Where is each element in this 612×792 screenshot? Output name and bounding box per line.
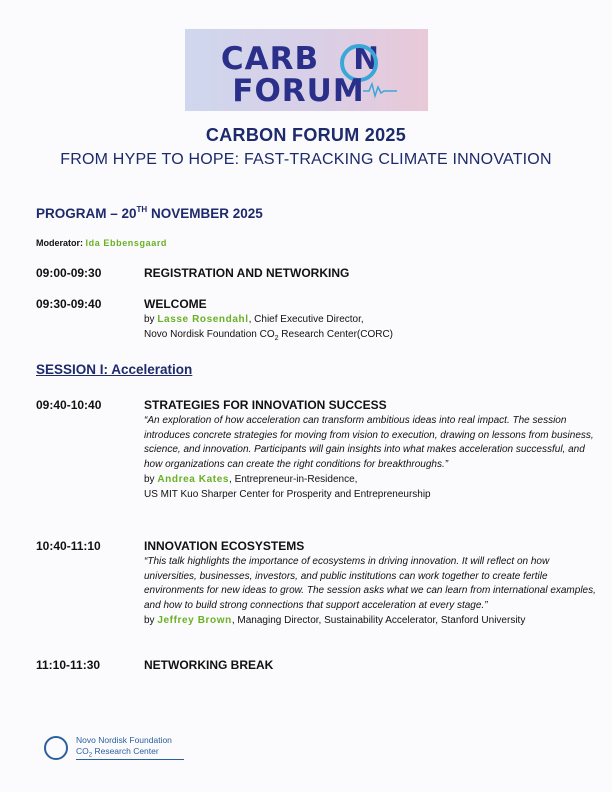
moderator-label: Moderator: bbox=[36, 238, 86, 248]
agenda-speaker-line: by Lasse Rosendahl, Chief Executive Director, bbox=[144, 314, 364, 325]
agenda-time: 10:40-11:10 bbox=[36, 539, 101, 553]
agenda-time: 11:10-11:30 bbox=[36, 658, 101, 672]
agenda-title: REGISTRATION AND NETWORKING bbox=[144, 266, 350, 280]
novo-nordisk-foundation-logo bbox=[44, 734, 194, 764]
agenda-title: STRATEGIES FOR INNOVATION SUCCESS bbox=[144, 398, 387, 412]
agenda-title: INNOVATION ECOSYSTEMS bbox=[144, 539, 305, 553]
agenda-description: “An exploration of how acceleration can transform ambitious ideas into real impact. The session introduces concrete strategies for moving from vision to execution, drawing on lessons from business, science, and innovation. Participants will gain insights into what makes acceleration successful, and how organizations can create the right conditions for breakthroughs.” bbox=[144, 415, 594, 470]
logo-text-carbon: CARB N bbox=[220, 41, 381, 77]
page-title: CARBON FORUM 2025 bbox=[205, 125, 407, 145]
agenda-time: 09:40-10:40 bbox=[36, 398, 102, 412]
speaker-name: Lasse Rosendahl bbox=[157, 314, 249, 325]
logo-text-forum: FORUM bbox=[232, 73, 365, 109]
agenda-organization: Novo Nordisk Foundation $CO_2$ Research Center(CORC) bbox=[144, 329, 394, 342]
co2-ring-icon bbox=[44, 736, 68, 760]
agenda-organization: US MIT Kuo Sharper Center for Prosperity and Entrepreneurship bbox=[144, 489, 431, 500]
agenda-time: 09:00-09:30 bbox=[36, 266, 102, 280]
moderator bbox=[36, 238, 167, 248]
agenda-title: WELCOME bbox=[144, 297, 207, 311]
footer-divider bbox=[76, 759, 184, 760]
program-heading: PROGRAM – 20TH NOVEMBER 2025 bbox=[36, 205, 263, 221]
agenda-speaker-line: by Jeffrey Brown, Managing Director, Sustainability Accelerator, Stanford University bbox=[144, 615, 526, 626]
agenda-title: NETWORKING BREAK bbox=[144, 658, 274, 672]
footer-logo-text: Novo Nordisk Foundation $CO_2$ Research Center bbox=[76, 735, 172, 759]
agenda-speaker-line: by Andrea Kates, Entrepreneur-in-Residence, bbox=[144, 474, 358, 485]
page-subtitle: FROM HYPE TO HOPE: FAST-TRACKING CLIMATE INNOVATION bbox=[60, 151, 552, 168]
agenda-time: 09:30-09:40 bbox=[36, 297, 102, 311]
carbon-forum-logo bbox=[185, 29, 428, 111]
agenda-description: “This talk highlights the importance of ecosystems in driving innovation. It will reflect on how universities, businesses, investors, and public institutions can work together to create fertile environments for new ideas to grow. The session asks what we can learn from international examples, and how to build strong connections that support acceleration at every stage.” bbox=[144, 556, 596, 611]
moderator-name: Ida Ebbensgaard bbox=[85, 238, 168, 248]
session-heading: SESSION I: Acceleration bbox=[36, 362, 193, 377]
logo-wave-icon bbox=[363, 81, 399, 99]
speaker-name: Jeffrey Brown bbox=[157, 615, 232, 626]
speaker-name: Andrea Kates bbox=[157, 474, 230, 485]
